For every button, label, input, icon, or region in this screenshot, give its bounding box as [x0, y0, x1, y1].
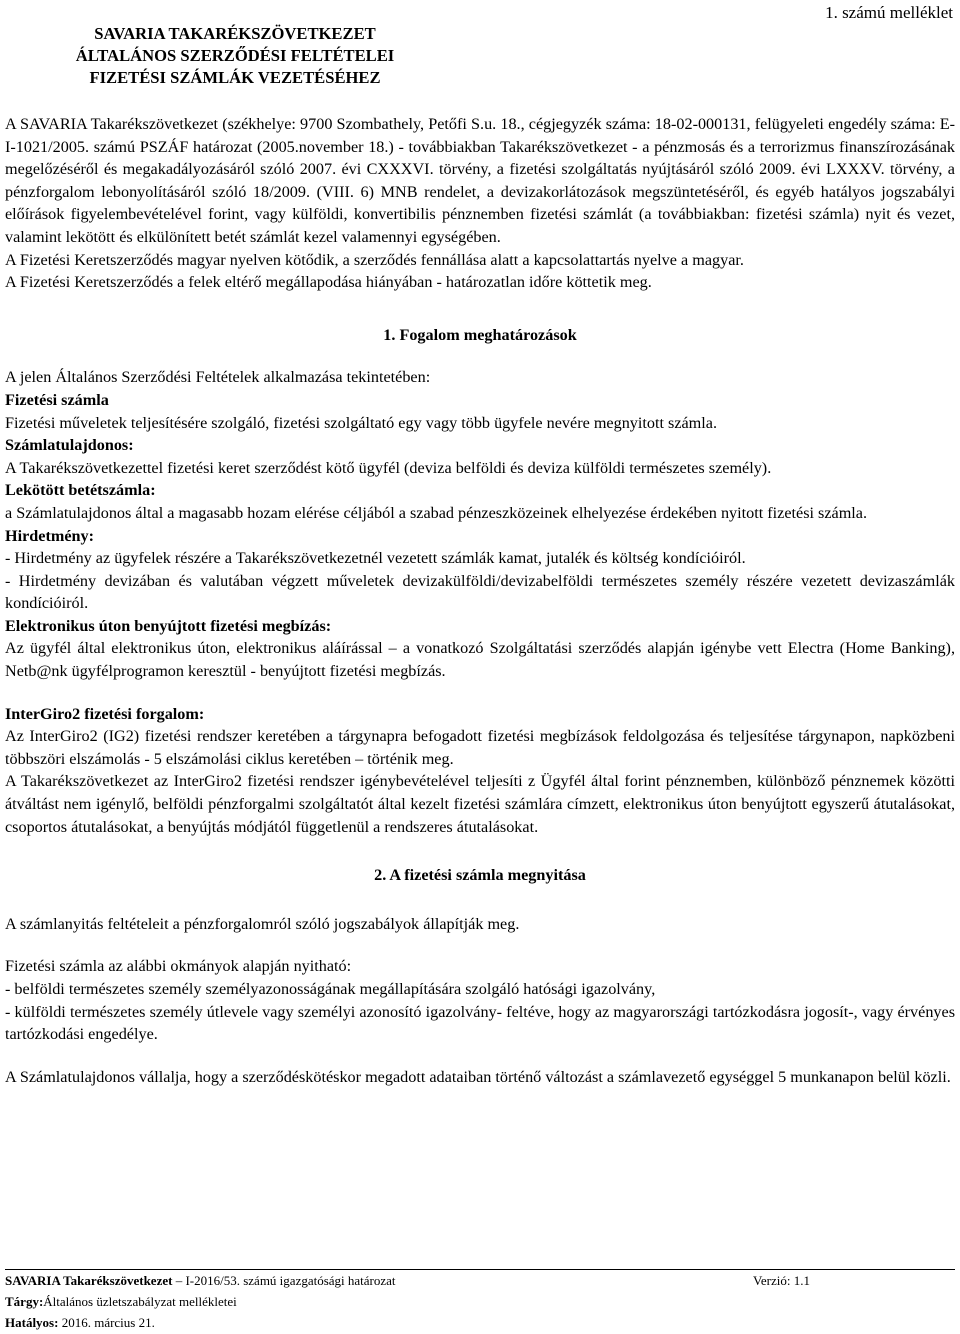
def-payment-account: Fizetési műveletek teljesítésére szolgáló, fizetési szolgáltató egy vagy több ügyfele nevére megnyitott számla.	[5, 413, 718, 432]
footer-subject-line	[5, 1291, 955, 1312]
footer-issuer: SAVARIA Takarékszövetkezet	[5, 1273, 173, 1288]
section-2-rules: A számlanyitás feltételeit a pénzforgalomról szóló jogszabályok állapítják meg.	[5, 914, 520, 933]
def-electronic-order: Az ügyfél által elektronikus úton, elektronikus aláírással – a vonatkozó Szolgáltatási szerződés alapján igénybe vett Electra (Home Banking), Netb@nk ügyfélprogramon keresztül - benyújtott fizetési megbízás.	[5, 639, 955, 681]
section-2-data-change: A Számlatulajdonos vállalja, hogy a szerződéskötéskor megadott adataiban történő változást a számlavezető egységgel 5 munkanapon belül közli.	[5, 1067, 951, 1086]
section-2-document-domestic: - belföldi természetes személy személyazonosságának megállapítására szolgáló hatósági igazolvány,	[5, 980, 656, 998]
document-title	[5, 23, 465, 89]
term-intergiro2: InterGiro2 fizetési forgalom:	[5, 704, 205, 723]
def-announcement-2: - Hirdetmény devizában és valutában végzett műveletek devizakülföldi/devizabelföldi természetes személy részére vezetett devizaszámlák kondícióiról.	[5, 571, 955, 613]
footer-effective-date: 2016. március 21.	[58, 1315, 155, 1330]
footer-version: Verzió: 1.1	[752, 1273, 810, 1288]
term-account-holder: Számlatulajdonos:	[5, 436, 134, 455]
term-announcement: Hirdetmény:	[5, 526, 95, 545]
intro-paragraph: A SAVARIA Takarékszövetkezet (székhelye: 9700 Szombathely, Petőfi S.u. 18., cégjegyzék száma: 18-02-000131, felügyeleti engedély száma: E-I-1021/2005. számú PSZÁF határozat (2005.november 18.) - továbbiakban Takarékszövetkezet - a pénzmosás és a terrorizmus finanszírozásának megelőzéséről és megakadályozásáról szóló 2007. évi CXXXVI. törvény, a fizetési szolgáltatás nyújtásáról szóló 2009. évi LXXXV. törvény, a pénzforgalom lebonyolításáról szóló 18/2009. (VIII. 6) MNB rendelet, a devizakorlátozások megszüntetéséről, és egyéb hatályos jogszabályi előírások figyelembevételével forint, vagy külföldi, konvertibilis pénznemben fizetési számlát (a továbbiakban: fizetési számla) nyit és vezet, valamint lekötött és elkülönített betét számlát kezel valamennyi egységében.	[5, 115, 955, 246]
section-1-title: 1. Fogalom meghatározások	[383, 325, 577, 344]
footer-subject: Általános üzletszabályzat mellékletei	[43, 1294, 237, 1309]
footer-subject-label: Tárgy:	[5, 1294, 44, 1309]
def-account-holder: A Takarékszövetkezettel fizetési keret szerződést kötő ügyfél (deviza belföldi és deviza külföldi természetes személy).	[5, 458, 772, 477]
def-fixed-deposit: a Számlatulajdonos által a magasabb hozam elérése céljából a szabad pénzeszközeinek elhelyezése érdekében nyitott fizetési számla.	[5, 503, 868, 522]
footer-effective-label: Hatályos:	[5, 1315, 59, 1330]
term-electronic-order: Elektronikus úton benyújtott fizetési megbízás:	[5, 616, 332, 635]
footer-issuer-line	[5, 1270, 396, 1291]
term-fixed-deposit: Lekötött betétszámla:	[5, 481, 156, 500]
annex-label: 1. számú melléklet	[825, 3, 953, 22]
title-line-3: FIZETÉSI SZÁMLÁK VEZETÉSÉHEZ	[89, 68, 381, 87]
footer-resolution: – I-2016/53. számú igazgatósági határozat	[172, 1273, 396, 1288]
title-line-1: SAVARIA TAKARÉKSZÖVETKEZET	[94, 24, 376, 43]
section-2-document-foreign: - külföldi természetes személy útlevele vagy személyi azonosító igazolvány- feltéve, hogy az magyarországi tartózkodásra jogosít-, vagy érvényes tartózkodási engedélye.	[5, 1002, 955, 1044]
intro-duration: A Fizetési Keretszerződés a felek eltérő megállapodása hiányában - határozatlan időre köttetik meg.	[5, 273, 652, 292]
footer-row-1	[5, 1270, 955, 1291]
def-announcement-1: - Hirdetmény az ügyfelek részére a Takarékszövetkezetnél vezetett számlák kamat, jutalék és költség kondícióiról.	[5, 549, 746, 568]
intro-language: A Fizetési Keretszerződés magyar nyelven kötődik, a szerződés fennállása alatt a kapcsolattartás nyelve a magyar.	[5, 250, 744, 269]
section-2-documents-lead: Fizetési számla az alábbi okmányok alapján nyitható:	[5, 957, 352, 976]
title-line-2: ÁLTALÁNOS SZERZŐDÉSI FELTÉTELEI	[75, 46, 395, 65]
term-payment-account: Fizetési számla	[5, 390, 109, 409]
definitions-lead: A jelen Általános Szerződési Feltételek alkalmazása tekintetében:	[5, 368, 431, 387]
section-2-title: 2. A fizetési számla megnyitása	[374, 866, 586, 885]
page-footer	[5, 1269, 955, 1333]
def-intergiro2-1: Az InterGiro2 (IG2) fizetési rendszer keretében a tárgynapra befogadott fizetési megbízások feldolgozása és teljesítése tárgynapon, napközbeni többszöri elszámolás - 5 elszámolási ciklus keretében – történik meg.	[5, 727, 955, 768]
document-body	[5, 113, 955, 1088]
document-page	[5, 0, 955, 1334]
footer-effective-line	[5, 1312, 955, 1333]
def-intergiro2-2: A Takarékszövetkezet az InterGiro2 fizetési rendszer igénybevételével teljesíti z Ügyfél által forint pénznemben, különböző pénznemek közötti átváltást nem igénylő, belföldi pénzforgalmi szolgáltatót által kezelt fizetési számlára címzett, elektronikus úton benyújtott egyszerű átutalásokat, csoportos átutalásokat, a benyújtás módjától függetlenül a rendszeres átutalásokat.	[5, 772, 955, 836]
